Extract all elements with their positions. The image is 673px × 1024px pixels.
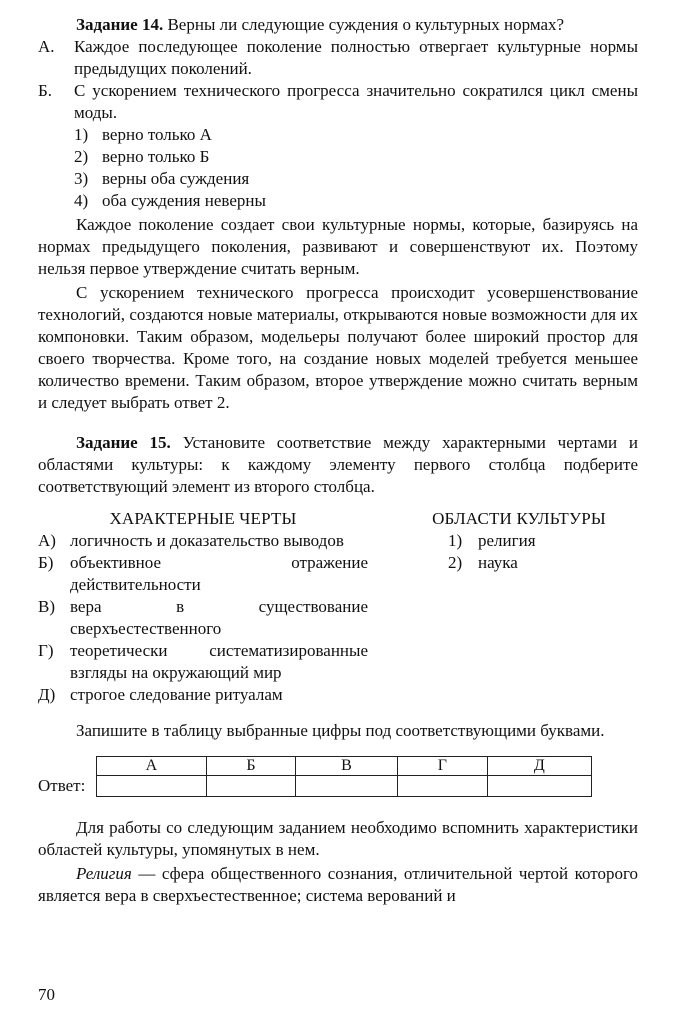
- answer-table: [96, 756, 592, 797]
- task15-instruction: Запишите в таблицу выбранные цифры под соответствующими буквами.: [76, 721, 605, 740]
- areas-header: ОБЛАСТИ КУЛЬТУРЫ: [432, 509, 606, 528]
- statement-text: Каждое последующее поколение полностью отвергает культурные нормы предыдущих поколений.: [74, 37, 638, 78]
- area-item: [448, 530, 638, 552]
- followup-definition: [38, 863, 638, 907]
- area-text: религия: [478, 531, 536, 550]
- feature-item: [38, 640, 368, 684]
- option-item: [74, 124, 638, 146]
- statement-marker: А.: [38, 37, 55, 56]
- feature-letter: В): [38, 597, 55, 616]
- option-number: 3): [74, 169, 89, 188]
- area-item: [448, 552, 638, 574]
- feature-item: [38, 552, 368, 596]
- option-number: 1): [74, 125, 89, 144]
- task14-statement-a: [38, 36, 638, 80]
- answer-cell[interactable]: [295, 776, 397, 797]
- page-number: 70: [38, 985, 55, 1004]
- option-item: [74, 190, 638, 212]
- task15-question: Установите соответствие между характерными чертами и областями культуры: к каждому элементу первого столбца подберите соответствующий элемент из второго столбца.: [38, 433, 638, 496]
- page-content: [38, 14, 638, 907]
- task14-explanation-1: Каждое поколение создает свои культурные нормы, которые, базируясь на нормах предыдущего поколения, развивают и совершенствуют их. Поэтому нельзя первое утверждение считать верным.: [38, 215, 638, 278]
- task14-heading: [38, 14, 638, 36]
- answer-cell[interactable]: [97, 776, 207, 797]
- statement-text: С ускорением технического прогресса значительно сократился цикл смены моды.: [74, 81, 638, 122]
- feature-text: теоретически систематизированные взгляды на окружающий мир: [70, 641, 368, 682]
- feature-text: объективное отражение действительности: [70, 553, 368, 594]
- followup-intro: Для работы со следующим заданием необходимо вспомнить характеристики областей культуры, упомянутых в нем.: [38, 818, 638, 859]
- answer-col-header: Д: [487, 757, 591, 776]
- option-text: оба суждения неверны: [102, 191, 266, 210]
- task14-options: [74, 124, 638, 212]
- feature-item: [38, 530, 368, 552]
- answer-col-header: Б: [206, 757, 295, 776]
- answer-col-header: А: [97, 757, 207, 776]
- answer-section: [38, 756, 638, 797]
- features-column: [38, 508, 368, 706]
- task14-statement-b: [38, 80, 638, 124]
- feature-letter: А): [38, 531, 56, 550]
- option-number: 2): [74, 147, 89, 166]
- feature-text: строгое следование ритуалам: [70, 685, 283, 704]
- definition-text: — сфера общественного сознания, отличительной чертой которого является вера в сверхъестественное; система верований и: [38, 864, 638, 905]
- answer-table-value-row: [97, 776, 592, 797]
- feature-letter: Б): [38, 553, 54, 572]
- option-item: [74, 168, 638, 190]
- answer-cell[interactable]: [206, 776, 295, 797]
- area-number: 2): [448, 553, 463, 572]
- task14-label: Задание 14.: [76, 15, 164, 34]
- option-text: верно только А: [102, 125, 212, 144]
- feature-text: логичность и доказательство выводов: [70, 531, 344, 550]
- statement-marker: Б.: [38, 81, 53, 100]
- answer-col-header: В: [295, 757, 397, 776]
- definition-term: Религия: [76, 864, 132, 883]
- answer-cell[interactable]: [398, 776, 488, 797]
- features-header: ХАРАКТЕРНЫЕ ЧЕРТЫ: [109, 509, 297, 528]
- task14-question: Верны ли следующие суждения о культурных нормах?: [167, 15, 565, 34]
- answer-label: Ответ:: [38, 775, 86, 795]
- option-number: 4): [74, 191, 89, 210]
- feature-text: вера в существование сверхъестественного: [70, 597, 368, 638]
- task15-label: Задание 15.: [76, 433, 171, 452]
- answer-cell[interactable]: [487, 776, 591, 797]
- matching-columns: [38, 508, 638, 706]
- task15-heading: [38, 432, 638, 498]
- option-item: [74, 146, 638, 168]
- option-text: верны оба суждения: [102, 169, 250, 188]
- answer-col-header: Г: [398, 757, 488, 776]
- feature-letter: Д): [38, 685, 56, 704]
- area-number: 1): [448, 531, 463, 550]
- feature-letter: Г): [38, 641, 54, 660]
- option-text: верно только Б: [102, 147, 210, 166]
- area-text: наука: [478, 553, 518, 572]
- feature-item: [38, 684, 368, 706]
- answer-table-header-row: [97, 757, 592, 776]
- task14-explanation-2: С ускорением технического прогресса происходит усовершенствование технологий, создаются новые материалы, открываются новые возможности для их компоновки. Таким образом, модельеры получают более широкий простор для своего творчества. Кроме того, на создание новых моделей требуется меньшее количество времени. Таким образом, второе утверждение можно считать верным и следует выбрать ответ 2.: [38, 283, 638, 412]
- feature-item: [38, 596, 368, 640]
- areas-column: [368, 508, 638, 706]
